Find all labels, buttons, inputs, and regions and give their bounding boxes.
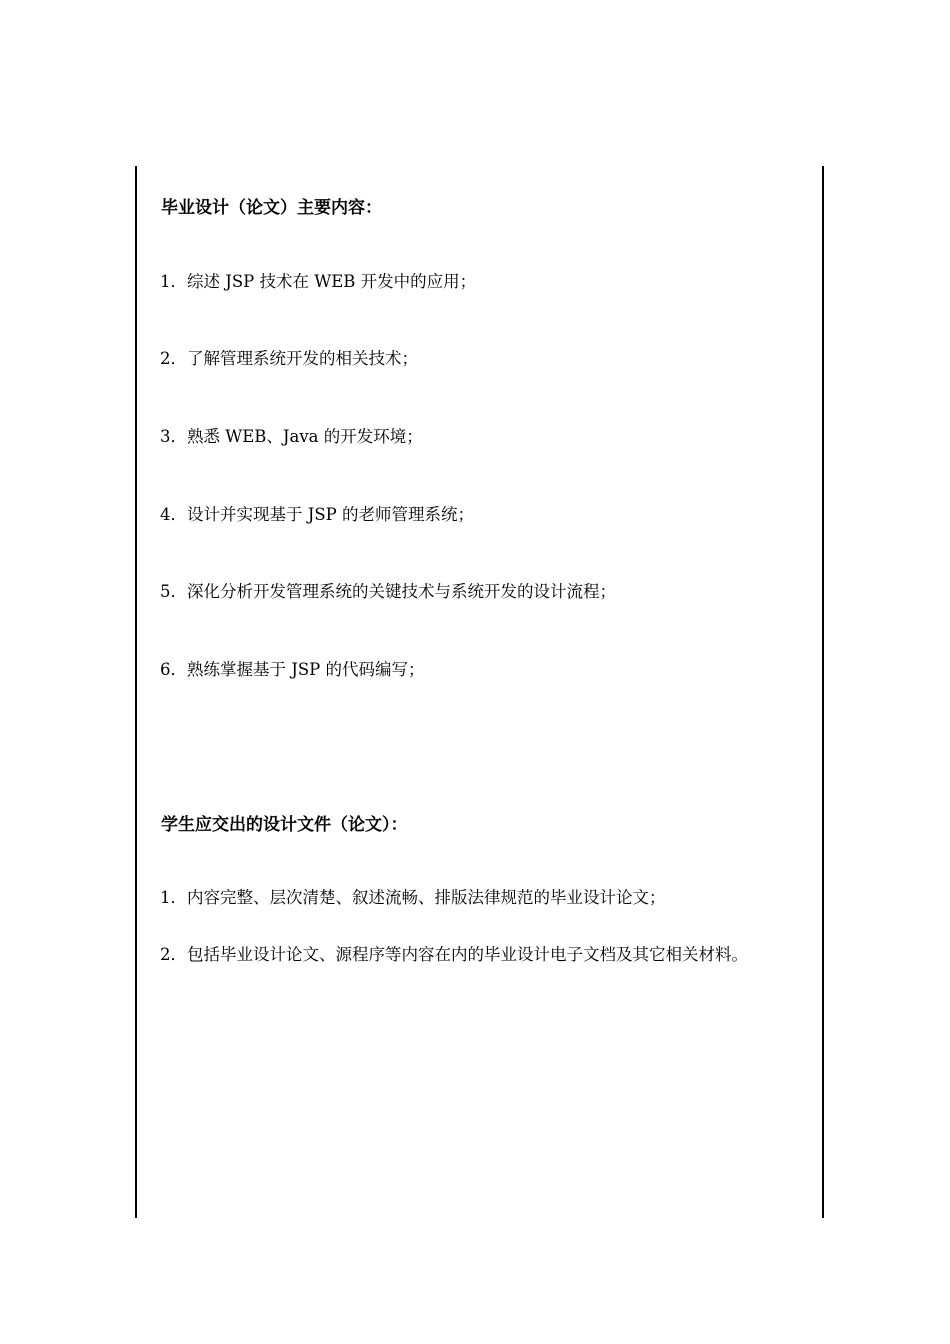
deliverables-item-2: 2．包括毕业设计论文、源程序等内容在内的毕业设计电子文档及其它相关材料。 [160, 945, 748, 964]
main-content-item-5: 5．深化分析开发管理系统的关键技术与系统开发的设计流程； [160, 582, 616, 601]
main-content-item-3: 3．熟悉 WEB、Java 的开发环境； [160, 427, 423, 446]
main-content-item-2: 2．了解管理系统开发的相关技术； [160, 349, 418, 368]
deliverables-heading: 学生应交出的设计文件（论文）： [161, 815, 408, 835]
table-frame [135, 166, 824, 1218]
main-content-item-1: 1．综述 JSP 技术在 WEB 开发中的应用； [160, 272, 477, 291]
main-content-item-6: 6．熟练掌握基于 JSP 的代码编写； [160, 660, 425, 679]
main-content-item-4: 4．设计并实现基于 JSP 的老师管理系统； [160, 505, 475, 524]
main-content-heading: 毕业设计（论文）主要内容： [161, 198, 382, 218]
deliverables-item-1: 1．内容完整、层次清楚、叙述流畅、排版法律规范的毕业设计论文； [160, 888, 666, 907]
